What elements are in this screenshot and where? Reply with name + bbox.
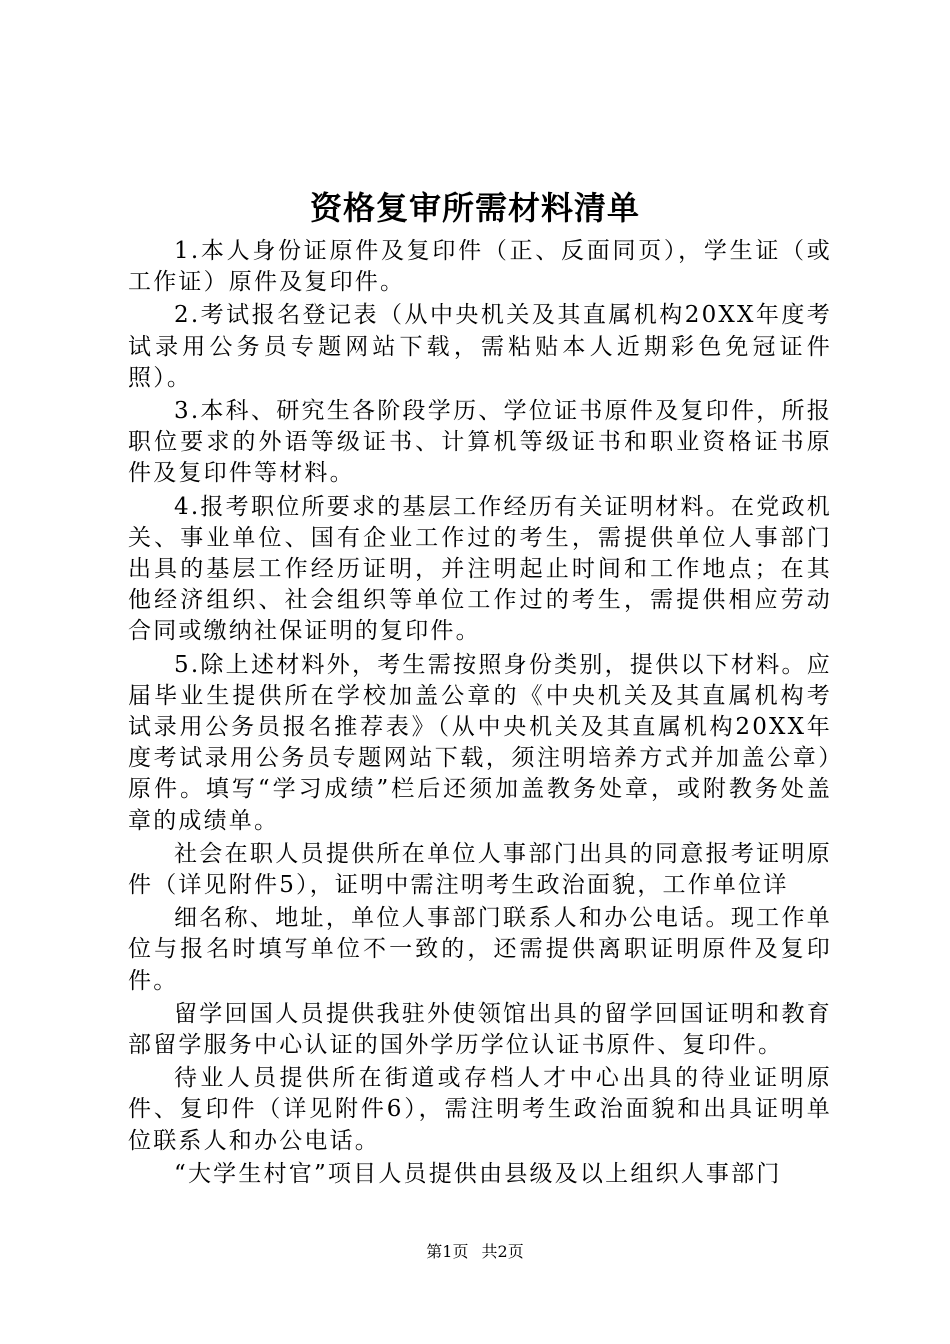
paragraph-employed: 社会在职人员提供所在单位人事部门出具的同意报考证明原件（详见附件5），证明中需注明考生政治面貌，工作单位详 (128, 840, 832, 899)
document-body (128, 236, 832, 1190)
page-number: 第1页 (426, 1242, 469, 1261)
paragraph-3: 3.本科、研究生各阶段学历、学位证书原件及复印件，所报职位要求的外语等级证书、计算机等级证书和职业资格证书原件及复印件等材料。 (128, 398, 832, 487)
page-footer (0, 1240, 950, 1264)
document-title: 资格复审所需材料清单 (309, 189, 640, 227)
paragraph-4: 4.报考职位所要求的基层工作经历有关证明材料。在党政机关、事业单位、国有企业工作过的考生，需提供单位人事部门出具的基层工作经历证明，并注明起止时间和工作地点；在其他经济组织、社会组织等单位工作过的考生，需提供相应劳动合同或缴纳社保证明的复印件。 (128, 493, 832, 645)
page-total: 共2页 (481, 1242, 524, 1261)
paragraph-employed-continued: 细名称、地址，单位人事部门联系人和办公电话。现工作单位与报名时填写单位不一致的，还需提供离职证明原件及复印件。 (128, 905, 832, 994)
paragraph-unemployed: 待业人员提供所在街道或存档人才中心出具的待业证明原件、复印件（详见附件6），需注明考生政治面貌和出具证明单位联系人和办公电话。 (128, 1065, 832, 1154)
paragraph-1: 1.本人身份证原件及复印件（正、反面同页），学生证（或工作证）原件及复印件。 (128, 238, 832, 296)
paragraph-returnees: 留学回国人员提供我驻外使领馆出具的留学回国证明和教育部留学服务中心认证的国外学历学位认证书原件、复印件。 (128, 1000, 832, 1059)
paragraph-2: 2.考试报名登记表（从中央机关及其直属机构20XX年度考试录用公务员专题网站下载，需粘贴本人近期彩色免冠证件照）。 (128, 302, 832, 391)
paragraph-5: 5.除上述材料外，考生需按照身份类别，提供以下材料。应届毕业生提供所在学校加盖公章的《中央机关及其直属机构考试录用公务员报名推荐表》（从中央机关及其直属机构20XX年度考试录用公务员专题网站下载，须注明培养方式并加盖公章）原件。填写“学习成绩”栏后还须加盖教务处章，或附教务处盖章的成绩单。 (128, 651, 832, 834)
paragraph-village-officials: “大学生村官”项目人员提供由县级及以上组织人事部门 (174, 1160, 782, 1187)
